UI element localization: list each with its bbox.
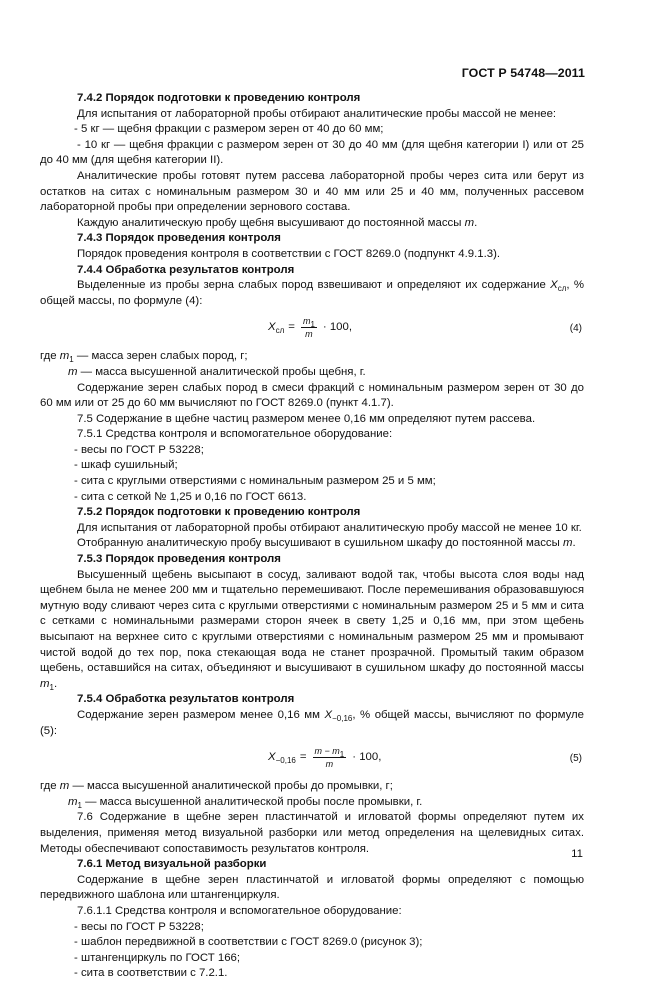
section-heading-7-5-4: 7.5.4 Обработка результатов контроля — [77, 693, 295, 706]
section-heading-7-4-2: 7.4.2 Порядок подготовки к проведению контроля — [77, 92, 361, 104]
list-item: - штангенциркуль по ГОСТ 166; — [74, 951, 241, 964]
paragraph: Содержание зерен слабых пород в смеси фракций с номинальным размером зерен от 30 до 60 мм или от 25 до 60 мм вычисляют по ГОСТ 8269.0 (пункт 4.1.7). — [40, 381, 584, 410]
list-item: - шкаф сушильный; — [74, 459, 178, 472]
list-item: - 10 кг — щебня фракции с размером зерен от 30 до 40 мм (для щебня категории I) или от 25 до 40 мм (для щебня категории II). — [40, 138, 584, 167]
paragraph: Выделенные из пробы зерна слабых пород взвешивают и определяют их содержание $X_{сл}$, % общей массы, по формуле (4): — [40, 279, 584, 307]
paragraph: Каждую аналитическую пробу щебня высушивают до постоянной массы m. — [77, 216, 478, 229]
formula-number: (4) — [569, 323, 582, 335]
section-heading-7-4-3: 7.4.3 Порядок проведения контроля — [77, 232, 281, 245]
paragraph: Содержание в щебне зерен пластинчатой и игловатой формы определяют с помощью передвижного шаблона или штангенциркуля. — [40, 873, 584, 902]
list-item: - весы по ГОСТ Р 53228; — [74, 443, 204, 456]
fraction: $\frac{m_1}{m}$ — [302, 316, 315, 340]
page-number: 11 — [571, 848, 583, 860]
paragraph: Аналитические пробы готовят путем рассева лабораторной пробы через сита или берут из остатков на ситах с номинальным размером 30 и 40 мм или 25 и 40 мм, полученных рассевом лабораторной пробы при определении зернового состава. — [40, 169, 584, 214]
paragraph: Содержание зерен размером менее 0,16 мм $X_{-0,16}$, % общей массы, вычисляют по формуле (5): — [40, 708, 584, 737]
paragraph: Отобранную аналитическую пробу высушивают в сушильном шкафу до постоянной массы m. — [77, 537, 576, 550]
where-line: m — масса высушенной аналитической пробы щебня, г. — [68, 365, 366, 378]
where-line: где m — масса высушенной аналитической пробы до промывки, г; — [40, 780, 393, 793]
paragraph: 7.5.1 Средства контроля и вспомогательное оборудование: — [77, 428, 393, 441]
list-item: - весы по ГОСТ Р 53228; — [74, 920, 204, 933]
section-heading-7-5-3: 7.5.3 Порядок проведения контроля — [77, 553, 281, 566]
formula-4: $X_{сл}$ = $\frac{m_1}{m}$ · 100, (4) — [268, 316, 582, 340]
list-item: - сита с круглыми отверстиями с номинальным размером 25 и 5 мм; — [74, 475, 436, 488]
fraction: $\frac{m - m_1}{m}$ — [314, 746, 345, 770]
paragraph: Для испытания от лабораторной пробы отбирают аналитические пробы массой не менее: — [77, 107, 557, 120]
paragraph: Высушенный щебень высыпают в сосуд, заливают водой так, чтобы высота слоя воды над щебнем была не менее 200 мм и тщательно перемешивают. После перемешивания образовавшуюся мутную воду сливают через сита с круглыми отверстиями с номинальным размером 25 и 5 мм и сита с сетками с номинальными размерами сторон ячеек в свету 1,25 и 0,16 мм, при этом щебень высыпают на верхнее сито с круглыми отверстиями с номинальным размером 25 мм и промывают чистой водой до тех пор, пока стекающая вода не станет прозрачной. Промытый таким образом щебень, оставшийся на ситах, объединяют и высушивают в сушильном шкафу до постоянной массы $m_1$. — [40, 568, 584, 692]
formula-number: (5) — [569, 753, 582, 765]
section-heading-7-6-1: 7.6.1 Метод визуальной разборки — [77, 858, 267, 871]
where-line: $m_1$ — масса высушенной аналитической пробы после промывки, г. — [68, 795, 423, 810]
section-heading-7-5-2: 7.5.2 Порядок подготовки к проведению контроля — [77, 506, 361, 519]
paragraph: 7.5 Содержание в щебне частиц размером менее 0,16 мм определяют путем рассева. — [77, 412, 536, 425]
formula-5: $X_{-0,16}$ = $\frac{m - m_1}{m}$ · 100, (5) — [268, 746, 582, 770]
list-item: - сита в соответствии с 7.2.1. — [74, 967, 228, 980]
list-item: - шаблон передвижной в соответствии с ГОСТ 8269.0 (рисунок 3); — [74, 936, 423, 949]
where-line: где $m_1$ — масса зерен слабых пород, г; — [40, 350, 248, 365]
list-item: - сита с сеткой № 1,25 и 0,16 по ГОСТ 6613. — [74, 490, 307, 503]
document-header: ГОСТ Р 54748—2011 — [461, 66, 585, 80]
paragraph: 7.6 Содержание в щебне зерен пластинчатой и игловатой формы определяют путем их выделения, применяя метод визуальной разборки или метод определения на щелевидных ситах. Методы обеспечивают сопоставимость результатов контроля. — [40, 811, 584, 855]
paragraph: Для испытания от лабораторной пробы отбирают аналитическую пробу массой не менее 10 кг. — [77, 521, 582, 534]
list-item: - 5 кг — щебня фракции с размером зерен от 40 до 60 мм; — [74, 123, 384, 136]
paragraph: Порядок проведения контроля в соответствии с ГОСТ 8269.0 (подпункт 4.9.1.3). — [77, 247, 501, 260]
paragraph: 7.6.1.1 Средства контроля и вспомогательное оборудование: — [77, 904, 402, 917]
section-heading-7-4-4: 7.4.4 Обработка результатов контроля — [77, 263, 295, 276]
document-body — [40, 91, 584, 982]
